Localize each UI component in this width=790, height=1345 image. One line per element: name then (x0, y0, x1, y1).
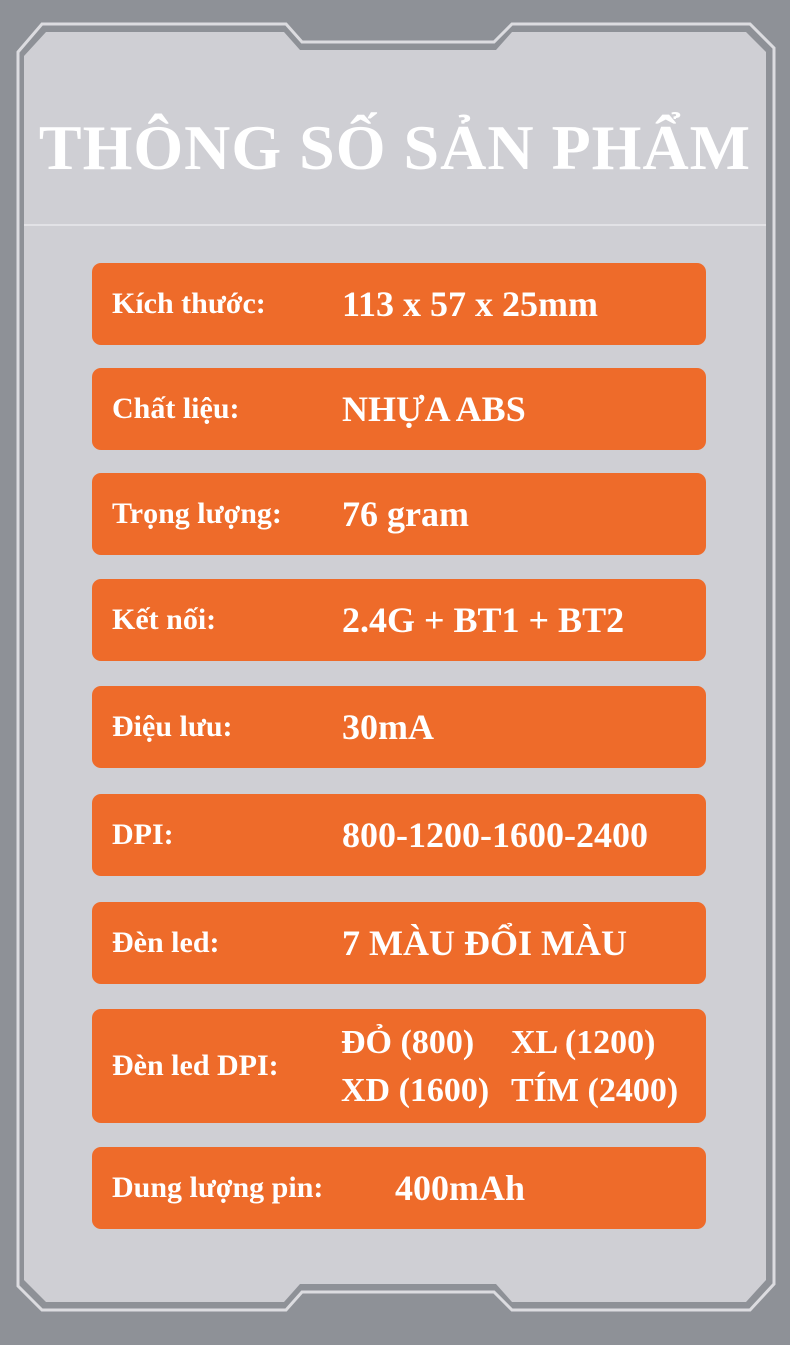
spec-label: Dung lượng pin: (112, 1171, 324, 1204)
page-title: THÔNG SỐ SẢN PHẨM (38, 112, 752, 183)
led-dpi-purple: TÍM (2400) (511, 1072, 679, 1109)
spec-label: Đèn led DPI: (112, 1049, 279, 1082)
title-divider (24, 224, 766, 226)
led-dpi-values (341, 1019, 701, 1115)
spec-value: 400mAh (395, 1168, 526, 1208)
led-dpi-blue: XD (1600) (341, 1072, 490, 1109)
spec-label: Chất liệu: (112, 392, 240, 425)
spec-value: 7 MÀU ĐỔI MÀU (342, 923, 627, 963)
spec-label: DPI: (112, 818, 174, 851)
spec-row-size (92, 263, 706, 345)
spec-row-battery (92, 1147, 706, 1229)
spec-row-led-dpi (92, 1009, 706, 1123)
spec-row-led (92, 902, 706, 984)
spec-row-connection (92, 579, 706, 661)
spec-label: Kết nối: (112, 603, 217, 636)
spec-label: Kích thước: (112, 287, 266, 320)
spec-value: 76 gram (342, 494, 469, 534)
spec-value: 2.4G + BT1 + BT2 (342, 600, 625, 640)
spec-row-material (92, 368, 706, 450)
spec-value: 113 x 57 x 25mm (342, 284, 598, 324)
spec-value: 800-1200-1600-2400 (342, 815, 648, 855)
spec-row-weight (92, 473, 706, 555)
spec-label: Trọng lượng: (112, 497, 282, 530)
spec-row-current (92, 686, 706, 768)
spec-label: Đèn led: (112, 926, 220, 959)
spec-value: 30mA (342, 707, 434, 747)
led-dpi-red: ĐỎ (800) (341, 1024, 475, 1061)
spec-value: NHỰA ABS (342, 389, 526, 429)
spec-label: Điệu lưu: (112, 710, 233, 743)
led-dpi-green: XL (1200) (511, 1024, 656, 1061)
spec-row-dpi (92, 794, 706, 876)
